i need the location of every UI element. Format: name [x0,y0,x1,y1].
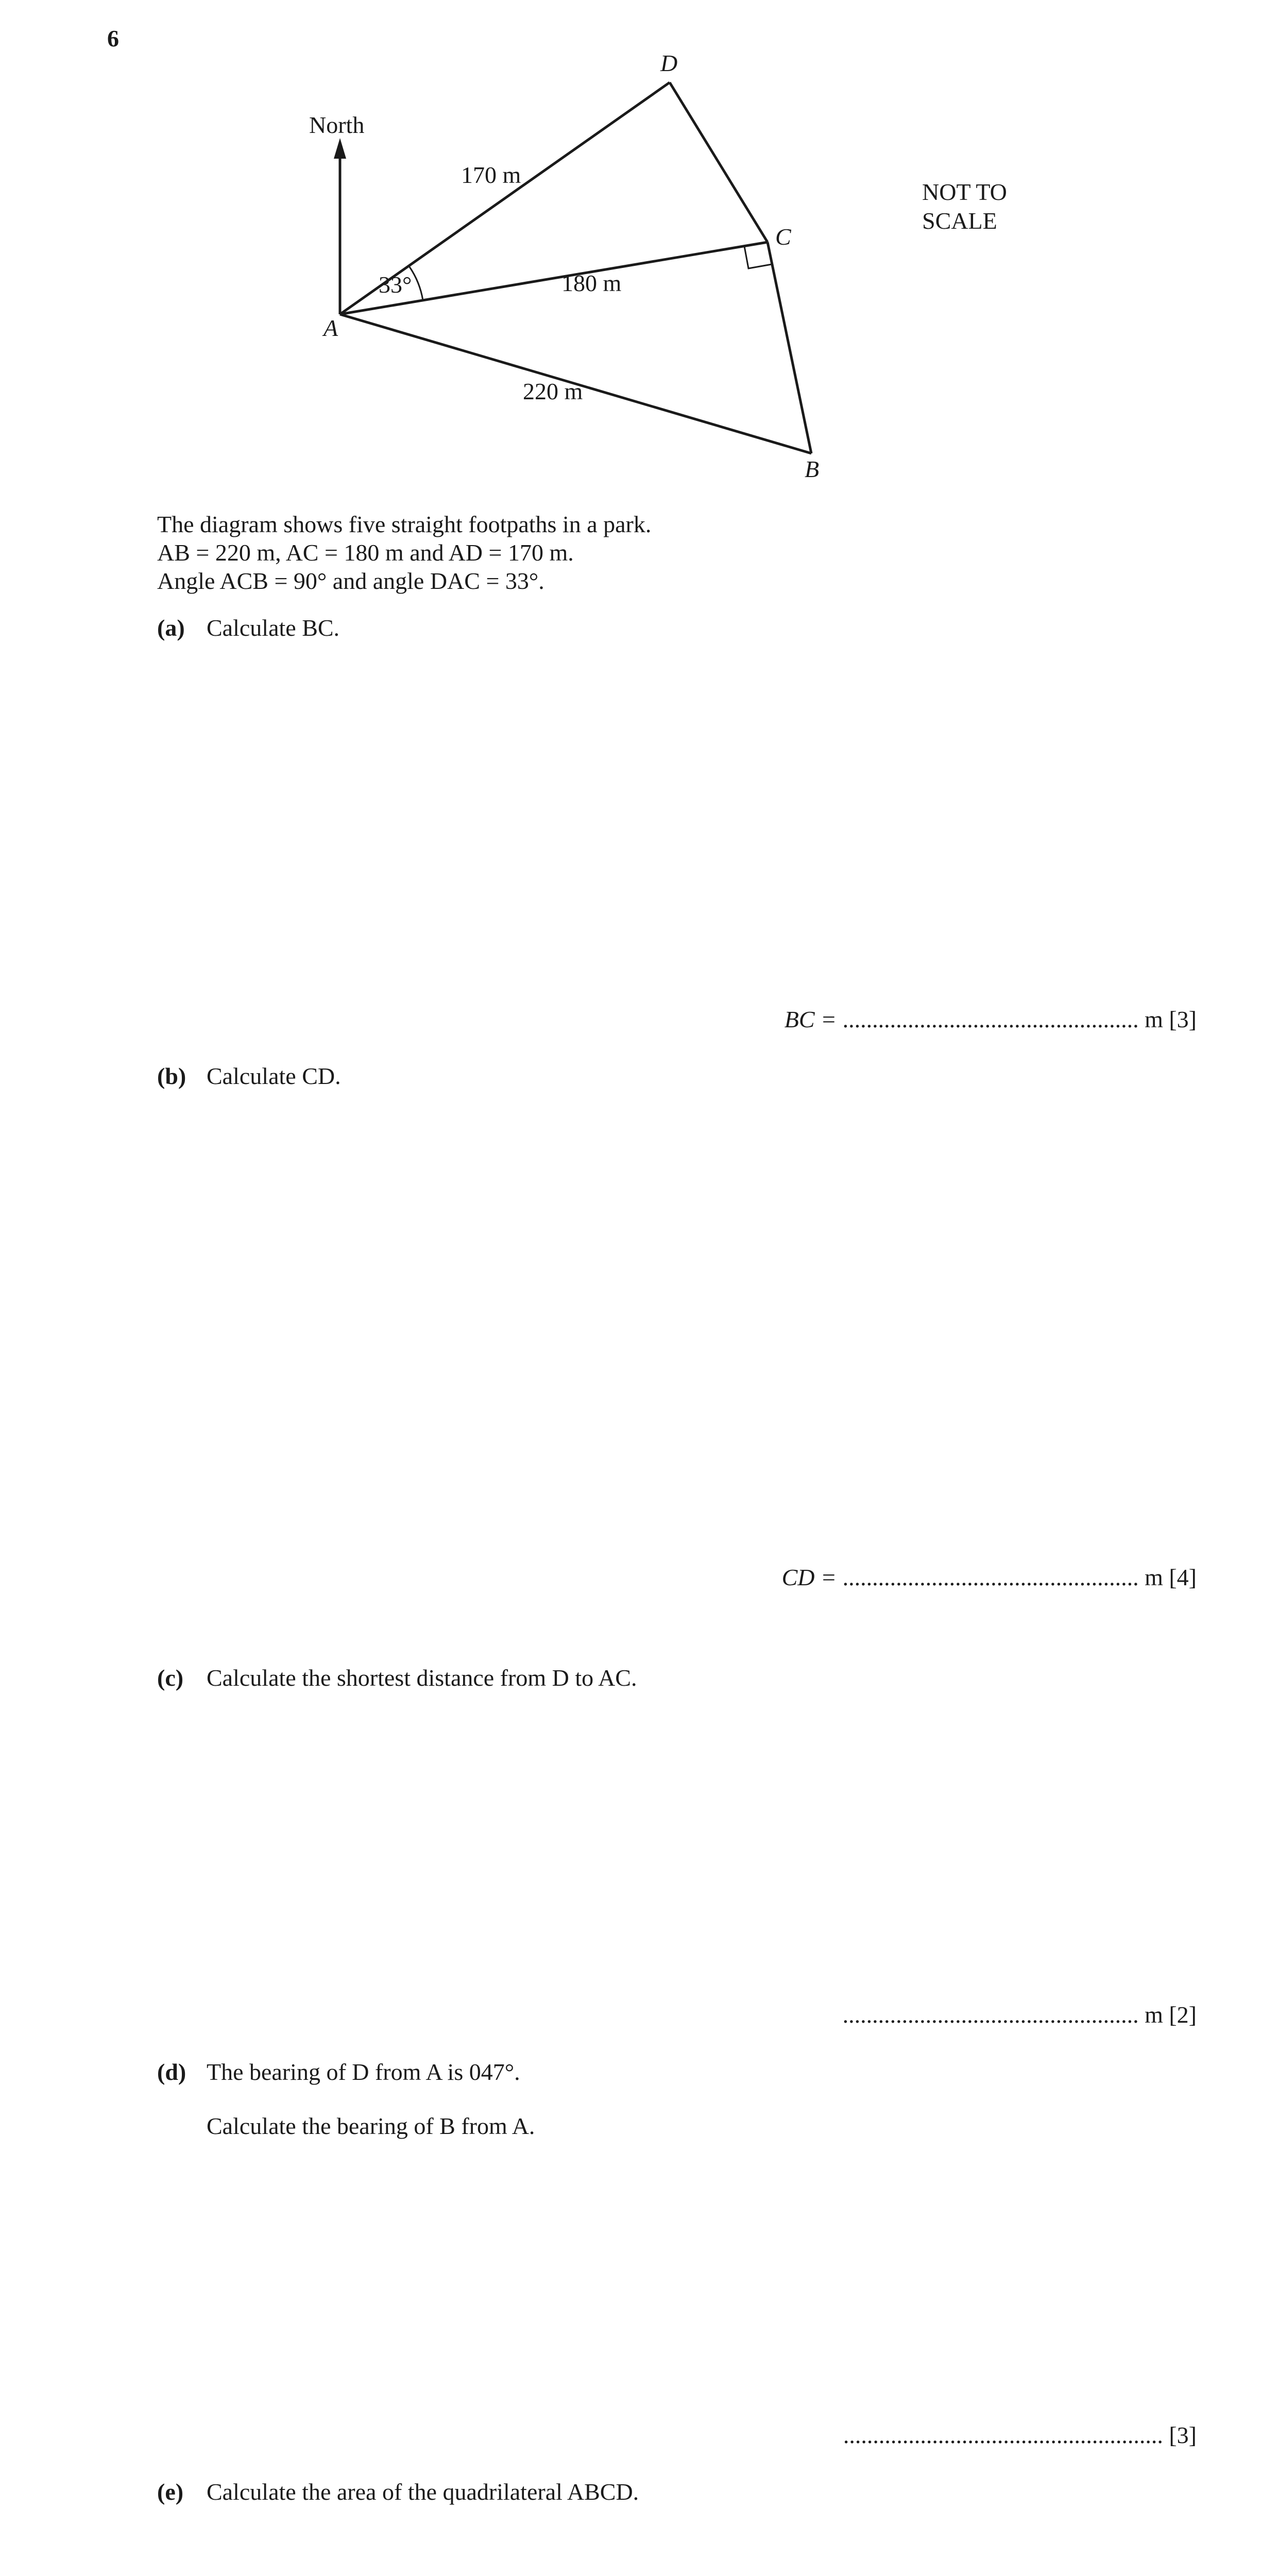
part-d-label: (d) [157,2059,186,2085]
not-to-scale-line-2: SCALE [922,208,997,234]
part-e-text: Calculate the area of the quadrilateral ABCD. [207,2479,639,2505]
answer-b-dots: .................................................. [842,1564,1139,1590]
point-label-b: B [805,456,820,482]
intro-line-1: The diagram shows five straight footpaths in a park. [157,511,652,537]
answer-line-a[interactable] [785,1006,1197,1033]
north-label: North [309,112,365,138]
answer-b-marks: [4] [1169,1564,1197,1590]
point-label-c: C [775,224,791,250]
part-b [157,1062,341,1090]
path-DC [670,82,768,242]
not-to-scale-note [922,178,1007,235]
part-d [157,2058,520,2086]
part-a-label: (a) [157,615,185,641]
answer-b-prefix: CD = [781,1564,837,1590]
part-d-instruction: Calculate the bearing of B from A. [207,2113,535,2139]
part-a-text: Calculate BC. [207,615,340,641]
part-b-text: Calculate CD. [207,1063,341,1089]
north-arrow-icon [334,138,346,159]
part-a [157,614,339,641]
part-c-label: (c) [157,1665,184,1691]
right-angle-marker [744,246,772,268]
answer-d-marks: [3] [1169,2422,1197,2448]
answer-a-marks: [3] [1169,1006,1197,1032]
answer-a-prefix: BC = [784,1006,837,1032]
intro-line-2: AB = 220 m, AC = 180 m and AD = 170 m. [157,539,574,566]
answer-a-dots: .................................................. [842,1006,1139,1032]
part-e [157,2478,639,2505]
answer-line-c[interactable] [843,2001,1197,2028]
answer-line-d[interactable] [843,2421,1197,2449]
part-c-text: Calculate the shortest distance from D to AC. [207,1665,637,1691]
intro-line-3: Angle ACB = 90° and angle DAC = 33°. [157,568,544,594]
length-label-ad: 170 m [461,162,521,188]
not-to-scale-line-1: NOT TO [922,179,1007,205]
point-label-a: A [323,315,338,341]
question-intro [157,510,651,595]
answer-c-unit: m [1145,2002,1163,2028]
footpath-diagram [288,46,886,489]
answer-d-dots: ...................................................... [843,2422,1163,2448]
part-c [157,1664,637,1691]
point-label-d: D [660,50,678,76]
path-CB [768,242,811,453]
length-label-ab: 220 m [523,378,583,404]
answer-c-marks: [2] [1169,2002,1197,2028]
question-number: 6 [107,25,119,52]
answer-line-b[interactable] [782,1564,1197,1591]
answer-b-unit: m [1145,1564,1163,1590]
length-label-ac: 180 m [561,270,622,296]
part-b-label: (b) [157,1063,186,1089]
part-e-label: (e) [157,2479,184,2505]
angle-label: 33° [379,272,412,298]
answer-a-unit: m [1145,1006,1163,1032]
answer-c-dots: .................................................. [842,2002,1139,2028]
part-d-text: The bearing of D from A is 047°. [207,2059,520,2085]
